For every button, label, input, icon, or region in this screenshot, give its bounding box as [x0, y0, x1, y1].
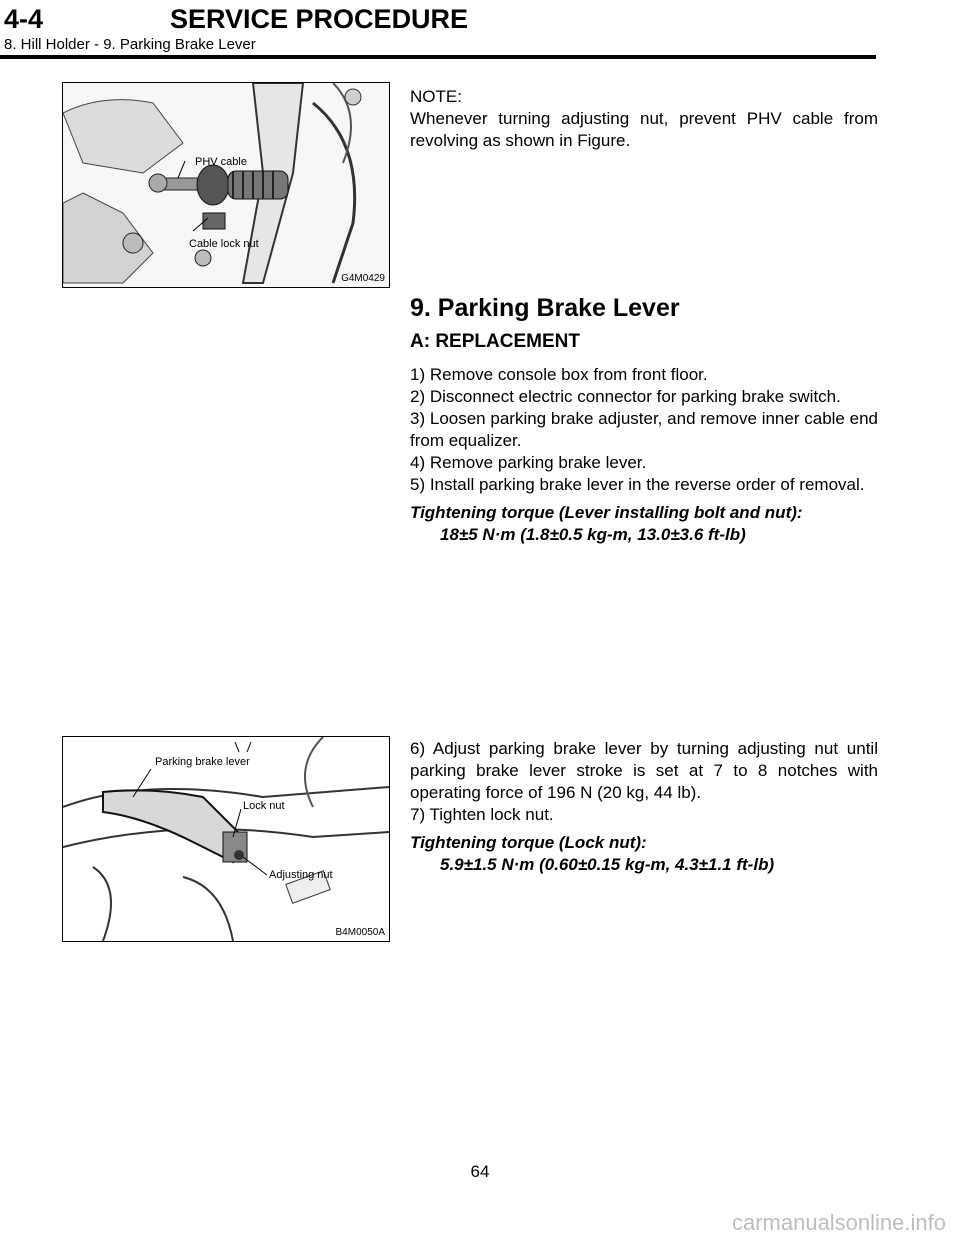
torque2-value: 5.9±1.5 N·m (0.60±0.15 kg-m, 4.3±1.1 ft-lb)	[440, 855, 775, 874]
torque1-value: 18±5 N·m (1.8±0.5 kg-m, 13.0±3.6 ft-lb)	[440, 525, 746, 544]
figure-parking-brake-lever	[62, 736, 390, 942]
label-adjusting-nut: Adjusting nut	[269, 869, 333, 881]
note-text: Whenever turning adjusting nut, prevent PHV cable from revolving as shown in Figure.	[410, 109, 878, 150]
label-lock-nut: Lock nut	[243, 800, 285, 812]
header-subtitle: 8. Hill Holder - 9. Parking Brake Lever	[4, 36, 256, 53]
section-heading: 9. Parking Brake Lever	[410, 294, 680, 322]
replacement-steps	[410, 364, 878, 546]
step-6: 6) Adjust parking brake lever by turning adjusting nut until parking brake lever stroke is set at 7 to 8 notches with operating force of 196 N (20 kg, 44 lb).	[410, 739, 878, 802]
note-block	[410, 86, 878, 152]
header-rule	[0, 55, 876, 59]
step-2: 2) Disconnect electric connector for parking brake switch.	[410, 387, 841, 406]
section-number: 4-4	[4, 4, 44, 34]
phv-cable-illustration	[63, 83, 389, 287]
page-header	[0, 0, 960, 60]
watermark: carmanualsonline.info	[731, 1210, 946, 1235]
step-3: 3) Loosen parking brake adjuster, and remove inner cable end from equalizer.	[410, 409, 878, 450]
step-7: 7) Tighten lock nut.	[410, 805, 554, 824]
figure-code: G4M0429	[341, 273, 385, 284]
figure-code: B4M0050A	[335, 927, 385, 938]
parking-brake-illustration	[63, 737, 389, 941]
label-phv-cable: PHV cable	[195, 156, 247, 168]
step-4: 4) Remove parking brake lever.	[410, 453, 647, 472]
note-label: NOTE:	[410, 87, 462, 106]
page-number: 64	[470, 1162, 490, 1181]
section-title: SERVICE PROCEDURE	[170, 4, 469, 34]
torque2-label: Tightening torque (Lock nut):	[410, 833, 647, 852]
torque1-label: Tightening torque (Lever installing bolt and nut):	[410, 503, 803, 522]
adjust-steps	[410, 738, 878, 876]
figure-phv-cable	[62, 82, 390, 288]
label-cable-lock-nut: Cable lock nut	[189, 238, 259, 250]
subsection-heading: A: REPLACEMENT	[410, 331, 580, 352]
step-1: 1) Remove console box from front floor.	[410, 365, 708, 384]
step-5: 5) Install parking brake lever in the reverse order of removal.	[410, 475, 865, 494]
label-parking-brake-lever: Parking brake lever	[155, 756, 250, 768]
